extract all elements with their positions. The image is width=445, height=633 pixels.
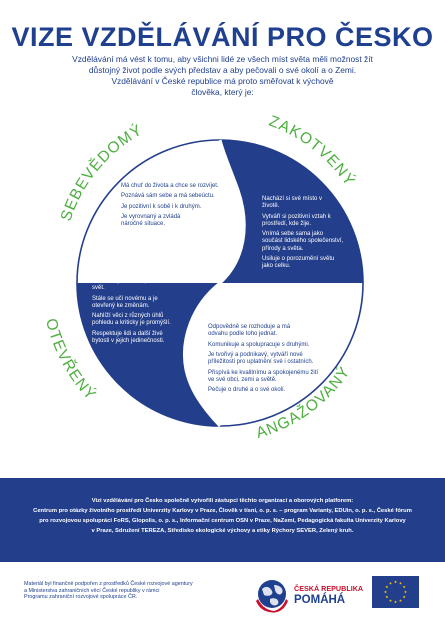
eu-flag-icon (372, 576, 419, 608)
logo-line-2: POMÁHÁ (294, 594, 346, 606)
quality-line: Vnímá sebe sama jako součást lidského společenství, přírody a světa. (262, 231, 344, 252)
page-title: VIZE VZDĚLÁVÁNÍ PRO ČESKO (11, 22, 434, 52)
quality-line: Usiluje o porozumění světu jako celku. (262, 255, 335, 270)
quality-line: Stále se učí novému a je otevřený ke změnám. (92, 295, 158, 309)
funding-line: Programu zahraniční rozvojové spolupráce ČR. (24, 594, 138, 601)
quality-line: Odpovědně se rozhoduje a má odvahu podle toho jednat. (208, 324, 291, 338)
quality-line: Přispívá ke kvalitnímu a spokojenému žití ve své obci, zemi a světě. (208, 369, 319, 383)
intro-line: důstojný život podle svých představ a aby pečovali o své okolí a o Zemi. (88, 65, 357, 75)
vision-wheel (0, 110, 445, 470)
logo-line-1: ČESKÁ REPUBLIKA (294, 584, 364, 593)
label-angazovany: ANGAŽOVANÝ (254, 363, 354, 442)
quality-line: Poznává sám sebe a má sebeúctu. (121, 193, 215, 200)
partners-line: pro rozvojovou spolupráci FoRS, Glopolis, o. p. s., Informační centrum OSN v Praze, NaZemi, Pedagogická fakulta Univerzity Karlovy (39, 518, 406, 524)
zakotveny-text (262, 196, 346, 274)
quality-line: Je vyrovnaný a zvládá náročné situace. (121, 214, 181, 228)
partners-line: Vizi vzdělávání pro Česko společně vytvořili zástupci těchto organizací a oborových platforem: (91, 498, 354, 504)
ceska-republika-pomaha-logo (254, 575, 364, 615)
intro-text (55, 54, 390, 98)
funding-line: a Ministerstva zahraničních věcí České republiky v rámci (24, 587, 160, 594)
partners-footer (0, 478, 445, 562)
label-otevreny: OTEVŘENÝ (42, 316, 100, 404)
partners-line: v Praze, Sdružení TEREZA, Středisko ekologické výchovy a etiky Rýchory SEVER, Zelený kruh. (91, 528, 354, 534)
sebevedomy-text (121, 183, 236, 232)
quality-line: Nahlíží věci z různých úhlů pohledu a kriticky je promýšlí. (92, 313, 171, 327)
otevreny-text (92, 278, 184, 348)
intro-line: Vzdělávání v České republice má proto směřovat k výchově (111, 76, 334, 86)
label-sebevedomy: SEBEVĚDOMÝ (57, 121, 146, 224)
quality-line: Je pozitivní k sobě i k druhým. (121, 203, 202, 210)
label-zakotveny: ZAKOTVENÝ (266, 112, 359, 190)
quality-line: Pečuje o druhé a o své okolí. (208, 387, 286, 394)
partners-line: Centrum pro otázky životního prostředí Univerzity Karlovy v Praze, Člověk v tísni, o. p. s. – program Varianty, EDUin, o. p. s., České fórum (33, 508, 412, 514)
quality-line: Komunikuje a spolupracuje s druhými. (208, 341, 310, 348)
quality-line: Respektuje lidi a další živé bytosti v jejich jedinečnosti. (92, 330, 165, 344)
intro-line: člověka, který je: (191, 87, 254, 97)
quality-line: Je zvídavý, baví ho poznávat svět. (92, 278, 170, 292)
intro-line: Vzdělávání má vést k tomu, aby všichni lidé ze všech míst světa měli možnost žít (72, 54, 373, 64)
funding-note (24, 581, 199, 601)
quality-line: Nachází si své místo v životě. (262, 196, 323, 210)
globe-hands-icon (254, 577, 290, 615)
partners-text (14, 496, 431, 536)
funding-line: Materiál byl finančně podpořen z prostředků České rozvojové agentury (24, 581, 193, 587)
quality-line: Je tvořivý a podnikavý, vytváří nové příležitosti pro uplatnění své i ostatních. (208, 351, 314, 366)
angazovany-text (208, 324, 326, 398)
quality-line: Má chuť do života a chce se rozvíjet. (121, 183, 219, 189)
quality-line: Vytváří si pozitivní vztah k prostředí, kde žije. (262, 213, 331, 227)
